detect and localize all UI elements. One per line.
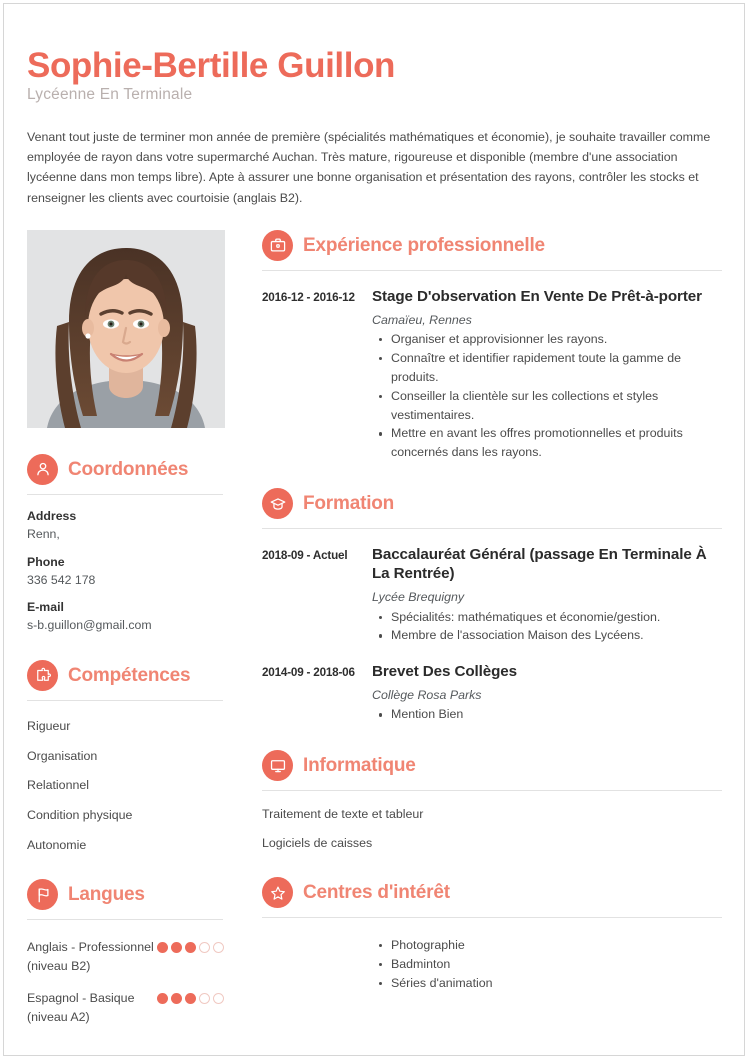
- entry-title: Stage D'observation En Vente De Prêt-à-porter: [372, 287, 702, 305]
- list-item: Organiser et approvisionner les rayons.: [391, 330, 722, 349]
- section-title-skills: Compétences: [68, 664, 191, 686]
- star-icon: [262, 877, 293, 908]
- contact-label-address: Address: [27, 508, 77, 523]
- list-item: Badminton: [391, 955, 722, 974]
- rating-dot-empty: [199, 993, 210, 1004]
- experience-entries: [262, 287, 722, 462]
- entry-organization: Lycée Brequigny: [372, 590, 465, 605]
- contact-value-address: Renn,: [27, 526, 60, 541]
- experience-entry: [262, 287, 722, 462]
- entry-title: Brevet Des Collèges: [372, 663, 517, 681]
- education-entries: [262, 545, 722, 724]
- section-experience: [262, 230, 722, 462]
- entry-bullets: [372, 608, 722, 646]
- list-item: Rigueur: [27, 718, 71, 733]
- list-item: Connaître et identifier rapidement toute la gamme de produits.: [391, 349, 722, 387]
- entry-body: [372, 545, 722, 645]
- divider: [27, 700, 223, 701]
- skills-list: [27, 719, 239, 853]
- contact-label-phone: Phone: [27, 554, 65, 569]
- section-header-interests: [262, 877, 722, 908]
- rating-dot-empty: [213, 993, 224, 1004]
- entry-body: [372, 287, 722, 462]
- section-header-computing: [262, 750, 722, 781]
- list-item: Autonomie: [27, 838, 87, 853]
- list-item: Condition physique: [27, 808, 133, 823]
- section-header-languages: [27, 879, 239, 910]
- cv-header: [27, 48, 722, 208]
- divider: [262, 917, 722, 918]
- cv-page: [3, 3, 745, 1056]
- list-item: Traitement de texte et tableur: [262, 807, 424, 822]
- computing-list: [262, 807, 722, 851]
- education-entry: [262, 545, 722, 645]
- briefcase-icon: [262, 230, 293, 261]
- section-education: [262, 488, 722, 724]
- list-item: Conseiller la clientèle sur les collections et styles vestimentaires.: [391, 387, 722, 425]
- section-header-education: [262, 488, 722, 519]
- list-item: [27, 989, 239, 1027]
- rating-dot-empty: [199, 942, 210, 953]
- avatar: [27, 230, 225, 428]
- rating-dot-empty: [213, 942, 224, 953]
- header-subtitle: Lycéenne En Terminale: [27, 86, 193, 103]
- section-computing: [262, 750, 722, 851]
- sidebar: [27, 230, 239, 1039]
- section-title-contact: Coordonnées: [68, 458, 189, 480]
- interests-bullets: [372, 936, 722, 993]
- puzzle-heart-icon: [27, 660, 58, 691]
- language-name: Espagnol - Basique (niveau A2): [27, 990, 135, 1024]
- entry-date: 2014-09 - 2018-06: [262, 666, 355, 680]
- section-header-skills: [27, 660, 239, 691]
- interests-list: [262, 936, 722, 993]
- list-item: Membre de l'association Maison des Lycéens.: [391, 626, 722, 645]
- education-entry: [262, 662, 722, 724]
- divider: [262, 790, 722, 791]
- section-interests: [262, 877, 722, 993]
- rating-dot-filled: [171, 942, 182, 953]
- rating-dot-filled: [171, 993, 182, 1004]
- list-item: Mention Bien: [391, 705, 722, 724]
- entry-organization: Camaïeu, Rennes: [372, 313, 472, 328]
- cv-columns: [27, 230, 722, 1039]
- section-title-interests: Centres d'intérêt: [303, 882, 450, 904]
- list-item: Organisation: [27, 748, 98, 763]
- section-contact: [27, 454, 239, 634]
- entry-bullets: [372, 330, 722, 462]
- main-content: [239, 230, 722, 1039]
- language-level-rating: [157, 938, 224, 953]
- entry-bullets: [372, 705, 722, 724]
- entry-body: [372, 662, 722, 724]
- flag-icon: [27, 879, 58, 910]
- contact-value-phone: 336 542 178: [27, 572, 96, 587]
- contact-value-email[interactable]: s-b.guillon@gmail.com: [27, 618, 152, 633]
- professional-summary: Venant tout juste de terminer mon année de première (spécialités mathématiques et économie), je souhaite travailler comme employée de rayon dans votre supermarché Auchan. Très mature, rigoureuse et disponible (membre d'une association lycéenne dans mon temps libre). Apte à assurer une bonne organisation et présentation des rayons, contrôler les stocks et renseigner les clients avec courtoisie (anglais B2).: [27, 130, 711, 205]
- list-item: Spécialités: mathématiques et économie/gestion.: [391, 608, 722, 627]
- contact-fields: [27, 509, 239, 634]
- list-item: Photographie: [391, 936, 722, 955]
- divider: [27, 494, 223, 495]
- monitor-icon: [262, 750, 293, 781]
- rating-dot-filled: [185, 942, 196, 953]
- list-item: Relationnel: [27, 778, 89, 793]
- language-level-rating: [157, 989, 224, 1004]
- section-skills: [27, 660, 239, 853]
- languages-list: [27, 938, 239, 1027]
- entry-date: 2018-09 - Actuel: [262, 549, 348, 563]
- list-item: [27, 938, 239, 976]
- rating-dot-filled: [157, 993, 168, 1004]
- section-header-experience: [262, 230, 722, 261]
- list-item: Séries d'animation: [391, 974, 722, 993]
- section-languages: [27, 879, 239, 1027]
- rating-dot-filled: [157, 942, 168, 953]
- language-name: Anglais - Professionnel (niveau B2): [27, 940, 154, 974]
- rating-dot-filled: [185, 993, 196, 1004]
- person-icon: [27, 454, 58, 485]
- list-item: Mettre en avant les offres promotionnelles et produits concernés dans les rayons.: [391, 424, 722, 462]
- divider: [262, 528, 722, 529]
- section-title-computing: Informatique: [303, 755, 416, 777]
- section-header-contact: [27, 454, 239, 485]
- contact-label-email: E-mail: [27, 600, 64, 615]
- divider: [262, 270, 722, 271]
- divider: [27, 919, 223, 920]
- page-title: Sophie-Bertille Guillon: [27, 46, 396, 85]
- graduation-cap-icon: [262, 488, 293, 519]
- section-title-education: Formation: [303, 493, 395, 515]
- entry-date: 2016-12 - 2016-12: [262, 290, 355, 304]
- entry-title: Baccalauréat Général (passage En Terminale À La Rentrée): [372, 546, 707, 583]
- section-title-languages: Langues: [68, 884, 145, 906]
- entry-organization: Collège Rosa Parks: [372, 688, 482, 703]
- list-item: Logiciels de caisses: [262, 836, 373, 851]
- section-title-experience: Expérience professionnelle: [303, 234, 545, 256]
